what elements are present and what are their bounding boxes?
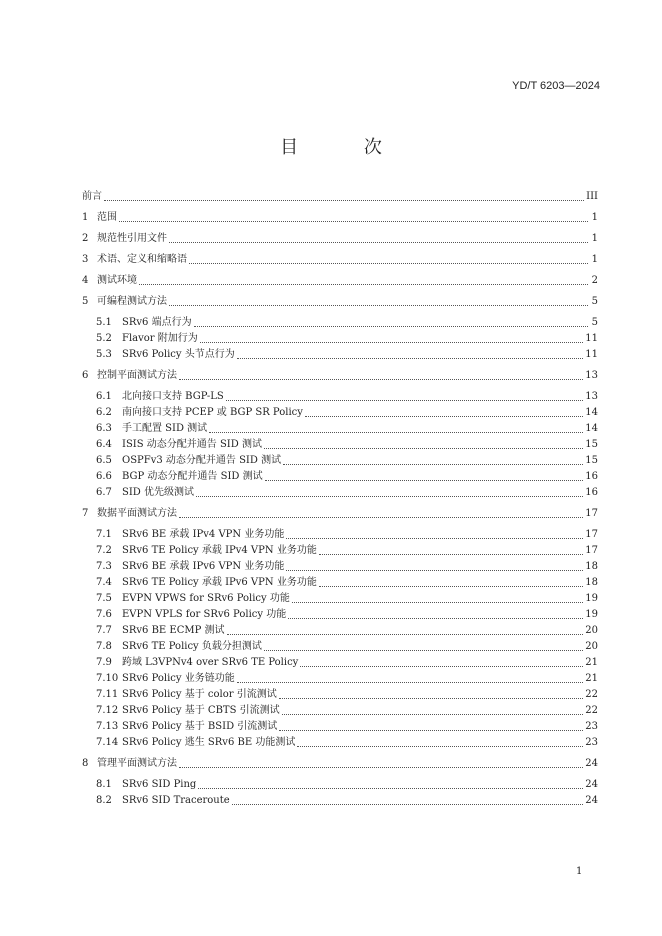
- toc-entry-number: 7: [82, 508, 89, 519]
- table-of-contents: [82, 189, 598, 809]
- toc-entry-title: SRv6 端点行为: [122, 317, 192, 328]
- toc-entry-page: 1: [591, 233, 598, 244]
- toc-entry[interactable]: [82, 506, 598, 522]
- toc-entry-number: 7.10: [96, 673, 119, 684]
- dot-leader: [169, 305, 588, 306]
- toc-entry[interactable]: [82, 273, 598, 289]
- toc-entry-title: SRv6 TE Policy 承载 IPv4 VPN 业务功能: [122, 545, 317, 556]
- toc-entry-title: 范围: [97, 212, 117, 223]
- dot-leader: [279, 698, 584, 699]
- toc-entry-title: 管理平面测试方法: [97, 758, 177, 769]
- toc-entry-title: 数据平面测试方法: [97, 508, 177, 519]
- toc-entry-title: SRv6 BE ECMP 测试: [122, 625, 225, 636]
- dot-leader: [194, 326, 588, 327]
- toc-entry-page: 17: [585, 529, 598, 540]
- toc-entry-page: 14: [585, 407, 598, 418]
- dot-leader: [286, 538, 583, 539]
- toc-entry-title: SRv6 BE 承载 IPv4 VPN 业务功能: [122, 529, 285, 540]
- dot-leader: [226, 400, 584, 401]
- toc-entry-number: 7.5: [96, 593, 112, 604]
- toc-entry-page: 11: [585, 333, 598, 344]
- toc-entry-page: 15: [585, 455, 598, 466]
- toc-entry-number: 8.1: [96, 779, 112, 790]
- toc-entry[interactable]: [82, 331, 598, 347]
- toc-entry-number: 6.4: [96, 439, 112, 450]
- toc-entry[interactable]: [82, 671, 598, 687]
- toc-entry-title: 北向接口支持 BGP-LS: [122, 391, 224, 402]
- toc-entry-page: 17: [585, 508, 598, 519]
- toc-entry-title: EVPN VPLS for SRv6 Policy 功能: [122, 609, 287, 620]
- toc-entry-number: 7.13: [96, 721, 119, 732]
- toc-entry-number: 6: [82, 370, 89, 381]
- toc-entry[interactable]: [82, 756, 598, 772]
- toc-entry[interactable]: [82, 793, 598, 809]
- toc-entry-title: SRv6 Policy 基于 CBTS 引流测试: [122, 705, 280, 716]
- toc-entry[interactable]: [82, 543, 598, 559]
- toc-entry-title: SRv6 BE 承载 IPv6 VPN 业务功能: [122, 561, 285, 572]
- toc-entry-page: 19: [585, 593, 598, 604]
- dot-leader: [209, 432, 583, 433]
- dot-leader: [104, 200, 584, 201]
- dot-leader: [286, 570, 583, 571]
- dot-leader: [292, 602, 583, 603]
- toc-entry-number: 7.3: [96, 561, 112, 572]
- toc-entry-page: 2: [591, 275, 598, 286]
- toc-entry[interactable]: [82, 368, 598, 384]
- dot-leader: [227, 634, 584, 635]
- toc-entry[interactable]: [82, 575, 598, 591]
- toc-entry[interactable]: [82, 777, 598, 793]
- toc-entry-page: 22: [585, 705, 598, 716]
- toc-entry-number: 6.2: [96, 407, 112, 418]
- toc-entry-number: 4: [82, 275, 89, 286]
- toc-entry[interactable]: [82, 703, 598, 719]
- toc-entry[interactable]: [82, 719, 598, 735]
- toc-entry-title: SRv6 Policy 业务链功能: [122, 673, 235, 684]
- toc-entry-number: 7.12: [96, 705, 119, 716]
- toc-entry[interactable]: [82, 389, 598, 405]
- toc-entry-number: 1: [82, 212, 89, 223]
- toc-entry[interactable]: [82, 347, 598, 363]
- dot-leader: [189, 263, 588, 264]
- dot-leader: [305, 416, 583, 417]
- dot-leader: [139, 284, 588, 285]
- toc-entry-title: SRv6 SID Ping: [122, 779, 197, 790]
- dot-leader: [179, 767, 583, 768]
- dot-leader: [198, 788, 583, 789]
- document-code: YD/T 6203—2024: [512, 80, 600, 92]
- toc-entry-number: 5: [82, 296, 89, 307]
- toc-entry-number: 6.5: [96, 455, 112, 466]
- toc-entry-number: 7.14: [96, 737, 119, 748]
- dot-leader: [119, 221, 588, 222]
- toc-entry-number: 7.11: [96, 689, 119, 700]
- toc-entry-page: 5: [591, 296, 598, 307]
- toc-entry-number: 6.1: [96, 391, 112, 402]
- toc-entry-title: SRv6 Policy 基于 color 引流测试: [122, 689, 277, 700]
- toc-entry-number: 6.3: [96, 423, 112, 434]
- toc-entry-page: 24: [585, 758, 598, 769]
- toc-entry-page: 24: [585, 779, 598, 790]
- dot-leader: [196, 496, 583, 497]
- toc-entry-number: 7.1: [96, 529, 112, 540]
- toc-entry[interactable]: [82, 687, 598, 703]
- toc-entry[interactable]: [82, 294, 598, 310]
- toc-entry[interactable]: [82, 453, 598, 469]
- dot-leader: [200, 342, 584, 343]
- toc-entry-title: Flavor 附加行为: [122, 333, 198, 344]
- toc-entry-page: 23: [585, 737, 598, 748]
- toc-entry-title: EVPN VPWS for SRv6 Policy 功能: [122, 593, 290, 604]
- toc-entry[interactable]: [82, 231, 598, 247]
- toc-entry-number: 7.4: [96, 577, 112, 588]
- toc-entry-title: SRv6 Policy 基于 BSID 引流测试: [122, 721, 278, 732]
- toc-entry-page: 1: [591, 254, 598, 265]
- dot-leader: [279, 730, 583, 731]
- toc-entry[interactable]: [82, 189, 598, 205]
- toc-entry-title: 可编程测试方法: [97, 296, 167, 307]
- toc-entry-title: SRv6 TE Policy 承载 IPv6 VPN 业务功能: [122, 577, 317, 588]
- toc-entry-title: 前言: [82, 191, 102, 202]
- toc-entry-page: 16: [585, 487, 598, 498]
- toc-entry-page: 21: [585, 673, 598, 684]
- toc-entry-page: 11: [585, 349, 598, 360]
- dot-leader: [179, 379, 583, 380]
- dot-leader: [237, 358, 584, 359]
- toc-entry-number: 6.6: [96, 471, 112, 482]
- dot-leader: [169, 242, 588, 243]
- toc-entry-page: 13: [585, 391, 598, 402]
- dot-leader: [297, 746, 583, 747]
- toc-entry-number: 7.8: [96, 641, 112, 652]
- toc-entry[interactable]: [82, 252, 598, 268]
- toc-entry[interactable]: [82, 607, 598, 623]
- dot-leader: [265, 480, 584, 481]
- toc-entry-title: 测试环境: [97, 275, 137, 286]
- dot-leader: [179, 517, 583, 518]
- toc-entry-page: 20: [585, 641, 598, 652]
- dot-leader: [264, 448, 583, 449]
- toc-entry-number: 7.9: [96, 657, 112, 668]
- toc-entry-page: 13: [585, 370, 598, 381]
- toc-entry[interactable]: [82, 437, 598, 453]
- toc-entry-page: 5: [591, 317, 598, 328]
- toc-entry-page: 19: [585, 609, 598, 620]
- toc-entry-title: BGP 动态分配并通告 SID 测试: [122, 471, 263, 482]
- toc-entry[interactable]: [82, 655, 598, 671]
- dot-leader: [282, 714, 584, 715]
- toc-entry-title: 规范性引用文件: [97, 233, 167, 244]
- toc-entry-title: OSPFv3 动态分配并通告 SID 测试: [122, 455, 282, 466]
- toc-entry-title: SRv6 TE Policy 负载分担测试: [122, 641, 262, 652]
- toc-entry-page: 15: [585, 439, 598, 450]
- toc-entry-number: 5.3: [96, 349, 112, 360]
- dot-leader: [232, 804, 584, 805]
- toc-entry-page: 14: [585, 423, 598, 434]
- toc-entry[interactable]: [82, 527, 598, 543]
- toc-entry-page: 24: [585, 795, 598, 806]
- toc-entry-page: III: [586, 191, 598, 202]
- toc-entry-page: 21: [585, 657, 598, 668]
- toc-entry-title: 控制平面测试方法: [97, 370, 177, 381]
- toc-entry-number: 2: [82, 233, 89, 244]
- toc-entry-page: 22: [585, 689, 598, 700]
- toc-entry-number: 7.2: [96, 545, 112, 556]
- toc-entry-title: SRv6 Policy 头节点行为: [122, 349, 235, 360]
- toc-entry-title: 南向接口支持 PCEP 或 BGP SR Policy: [122, 407, 303, 418]
- toc-entry-title: SRv6 Policy 逃生 SRv6 BE 功能测试: [122, 737, 296, 748]
- page-number: 1: [576, 866, 583, 877]
- toc-entry-page: 1: [591, 212, 598, 223]
- toc-entry[interactable]: [82, 421, 598, 437]
- toc-entry-number: 6.7: [96, 487, 112, 498]
- toc-entry-number: 5.2: [96, 333, 112, 344]
- toc-entry[interactable]: [82, 405, 598, 421]
- toc-entry[interactable]: [82, 639, 598, 655]
- toc-entry-number: 7.7: [96, 625, 112, 636]
- toc-entry[interactable]: [82, 735, 598, 751]
- toc-entry[interactable]: [82, 210, 598, 226]
- toc-entry-page: 23: [585, 721, 598, 732]
- toc-entry-page: 18: [585, 561, 598, 572]
- toc-entry-number: 3: [82, 254, 89, 265]
- toc-entry-page: 17: [585, 545, 598, 556]
- dot-leader: [283, 464, 583, 465]
- toc-entry-title: SID 优先级测试: [122, 487, 194, 498]
- toc-entry[interactable]: [82, 591, 598, 607]
- dot-leader: [264, 650, 583, 651]
- toc-entry[interactable]: [82, 315, 598, 331]
- toc-entry-title: ISIS 动态分配并通告 SID 测试: [122, 439, 262, 450]
- toc-title: 目 次: [280, 137, 412, 158]
- toc-entry[interactable]: [82, 485, 598, 501]
- toc-entry-number: 8: [82, 758, 89, 769]
- toc-entry-title: 术语、定义和缩略语: [97, 254, 187, 265]
- toc-entry[interactable]: [82, 469, 598, 485]
- toc-entry-page: 18: [585, 577, 598, 588]
- toc-entry-page: 20: [585, 625, 598, 636]
- dot-leader: [319, 586, 583, 587]
- toc-entry-title: SRv6 SID Traceroute: [122, 795, 230, 806]
- toc-entry[interactable]: [82, 623, 598, 639]
- toc-entry-title: 手工配置 SID 测试: [122, 423, 208, 434]
- toc-entry-page: 16: [585, 471, 598, 482]
- toc-entry-number: 7.6: [96, 609, 112, 620]
- dot-leader: [300, 666, 583, 667]
- dot-leader: [288, 618, 583, 619]
- dot-leader: [319, 554, 583, 555]
- toc-entry-number: 8.2: [96, 795, 112, 806]
- toc-entry[interactable]: [82, 559, 598, 575]
- dot-leader: [237, 682, 584, 683]
- toc-entry-number: 5.1: [96, 317, 112, 328]
- toc-entry-title: 跨域 L3VPNv4 over SRv6 TE Policy: [122, 657, 299, 668]
